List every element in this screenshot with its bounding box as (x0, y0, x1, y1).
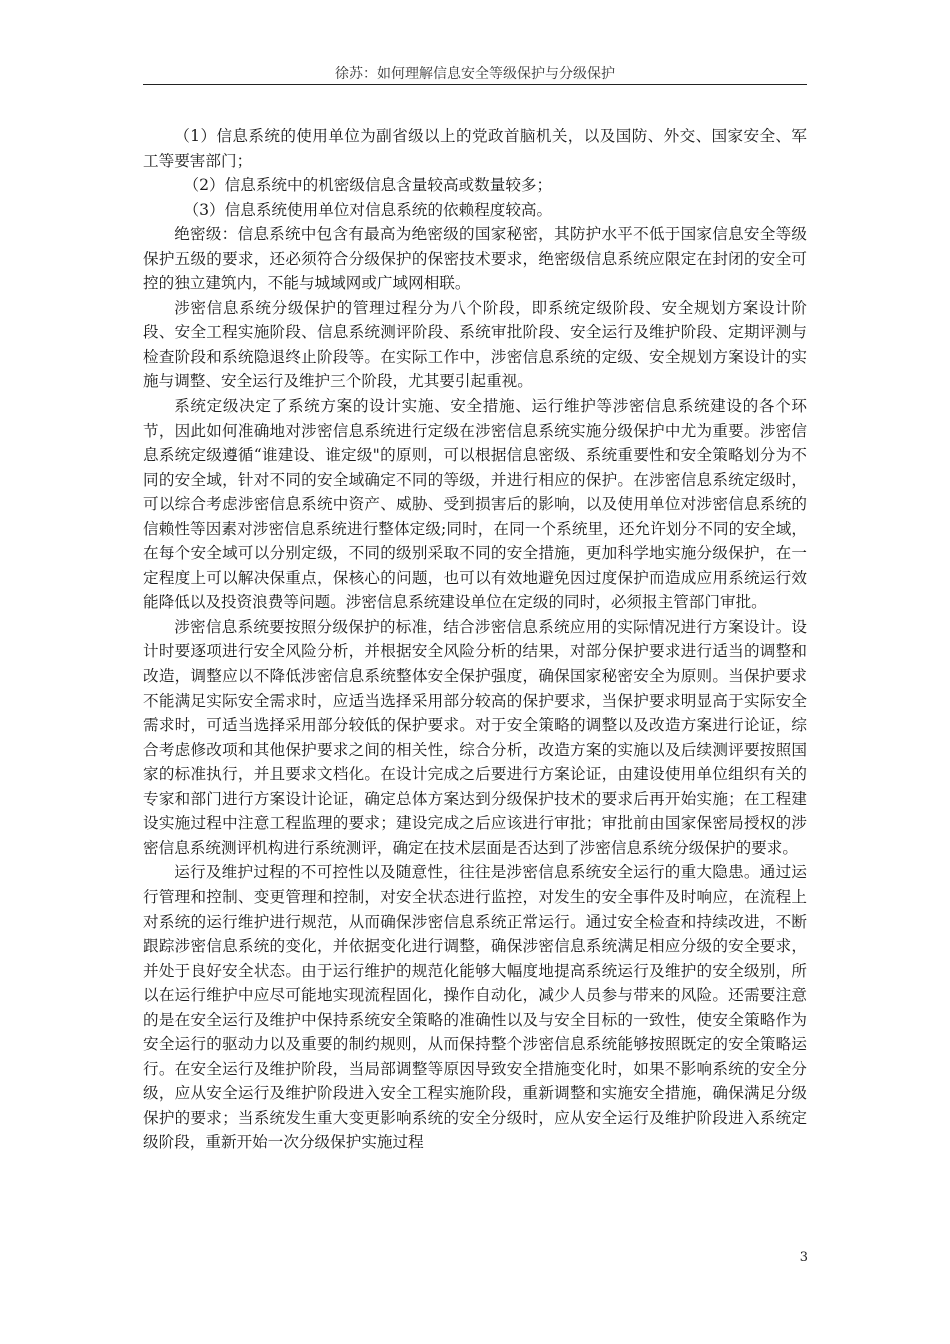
page-number: 3 (799, 1250, 808, 1265)
list-item-3: （3）信息系统使用单位对信息系统的依赖程度较高。 (183, 200, 553, 219)
paragraph-management-phases: 涉密信息系统分级保护的管理过程分为八个阶段，即系统定级阶段、安全规划方案设计阶段、安全工程实施阶段、信息系统测评阶段、系统审批阶段、安全运行及维护阶段、定期评测与检查阶段和系统隐退终止阶段等。在实际工作中，涉密信息系统的定级、安全规划方案设计的实施与调整、安全运行及维护三个阶段，尤其要引起重视。 (143, 298, 807, 391)
paragraph-top-secret-level: 绝密级：信息系统中包含有最高为绝密级的国家秘密，其防护水平不低于国家信息安全等级保护五级的要求，还必须符合分级保护的保密技术要求，绝密级信息系统应限定在封闭的安全可控的独立建筑内，不能与城域网或广域网相联。 (143, 225, 807, 293)
running-header: 徐苏：如何理解信息安全等级保护与分级保护 (335, 66, 615, 82)
list-item-2: （2）信息系统中的机密级信息含量较高或数量较多； (183, 176, 553, 195)
paragraph-operation-maintenance: 运行及维护过程的不可控性以及随意性，往往是涉密信息系统安全运行的重大隐患。通过运行管理和控制、变更管理和控制，对安全状态进行监控，对发生的安全事件及时响应，在流程上对系统的运行维护进行规范，从而确保涉密信息系统正常运行。通过安全检查和持续改进，不断跟踪涉密信息系统的变化，并依据变化进行调整，确保涉密信息系统满足相应分级的安全要求，并处于良好安全状态。由于运行维护的规范化能够大幅度地提高系统运行及维护的安全级别，所以在运行维护中应尽可能地实现流程固化，操作自动化，减少人员参与带来的风险。还需要注意的是在安全运行及维护中保持系统安全策略的准确性以及与安全目标的一致性，使安全策略作为安全运行的驱动力以及重要的制约规则，从而保持整个涉密信息系统能够按照既定的安全策略运行。在安全运行及维护阶段，当局部调整等原因导致安全措施变化时，如果不影响系统的安全分级，应从安全运行及维护阶段进入安全工程实施阶段，重新调整和实施安全措施，确保满足分级保护的要求；当系统发生重大变更影响系统的安全分级时，应从安全运行及维护阶段进入系统定级阶段，重新开始一次分级保护实施过程 (143, 863, 807, 1152)
body-text (143, 124, 807, 1155)
list-item-1: （1）信息系统的使用单位为副省级以上的党政首脑机关，以及国防、外交、国家安全、军工等要害部门； (143, 127, 807, 170)
paragraph-scheme-design: 涉密信息系统要按照分级保护的标准，结合涉密信息系统应用的实际情况进行方案设计。设计时要逐项进行安全风险分析，并根据安全风险分析的结果，对部分保护要求进行适当的调整和改造，调整应以不降低涉密信息系统整体安全保护强度，确保国家秘密安全为原则。当保护要求不能满足实际安全需求时，应适当选择采用部分较高的保护要求，当保护要求明显高于实际安全需求时，可适当选择采用部分较低的保护要求。对于安全策略的调整以及改造方案进行论证，综合考虑修改项和其他保护要求之间的相关性，综合分析，改造方案的实施以及后续测评要按照国家的标准执行，并且要求文档化。在设计完成之后要进行方案论证，由建设使用单位组织有关的专家和部门进行方案设计论证，确定总体方案达到分级保护技术的要求后再开始实施；在工程建设实施过程中注意工程监理的要求；建设完成之后应该进行审批；审批前由国家保密局授权的涉密信息系统测评机构进行系统测评，确定在技术层面是否达到了涉密信息系统分级保护的要求。 (143, 617, 807, 857)
header-divider (143, 84, 807, 85)
paragraph-system-grading: 系统定级决定了系统方案的设计实施、安全措施、运行维护等涉密信息系统建设的各个环节，因此如何准确地对涉密信息系统进行定级在涉密信息系统实施分级保护中尤为重要。涉密信息系统定级遵循“谁建设、谁定级"的原则，可以根据信息密级、系统重要性和安全策略划分为不同的安全域，针对不同的安全域确定不同的等级，并进行相应的保护。在涉密信息系统定级时，可以综合考虑涉密信息系统中资产、威胁、受到损害后的影响，以及使用单位对涉密信息系统的信赖性等因素对涉密信息系统进行整体定级;同时，在同一个系统里，还允许划分不同的安全域，在每个安全域可以分别定级，不同的级别采取不同的安全措施，更加科学地实施分级保护，在一定程度上可以解决保重点，保核心的问题，也可以有效地避免因过度保护而造成应用系统运行效能降低以及投资浪费等问题。涉密信息系统建设单位在定级的同时，必须报主管部门审批。 (143, 397, 807, 612)
